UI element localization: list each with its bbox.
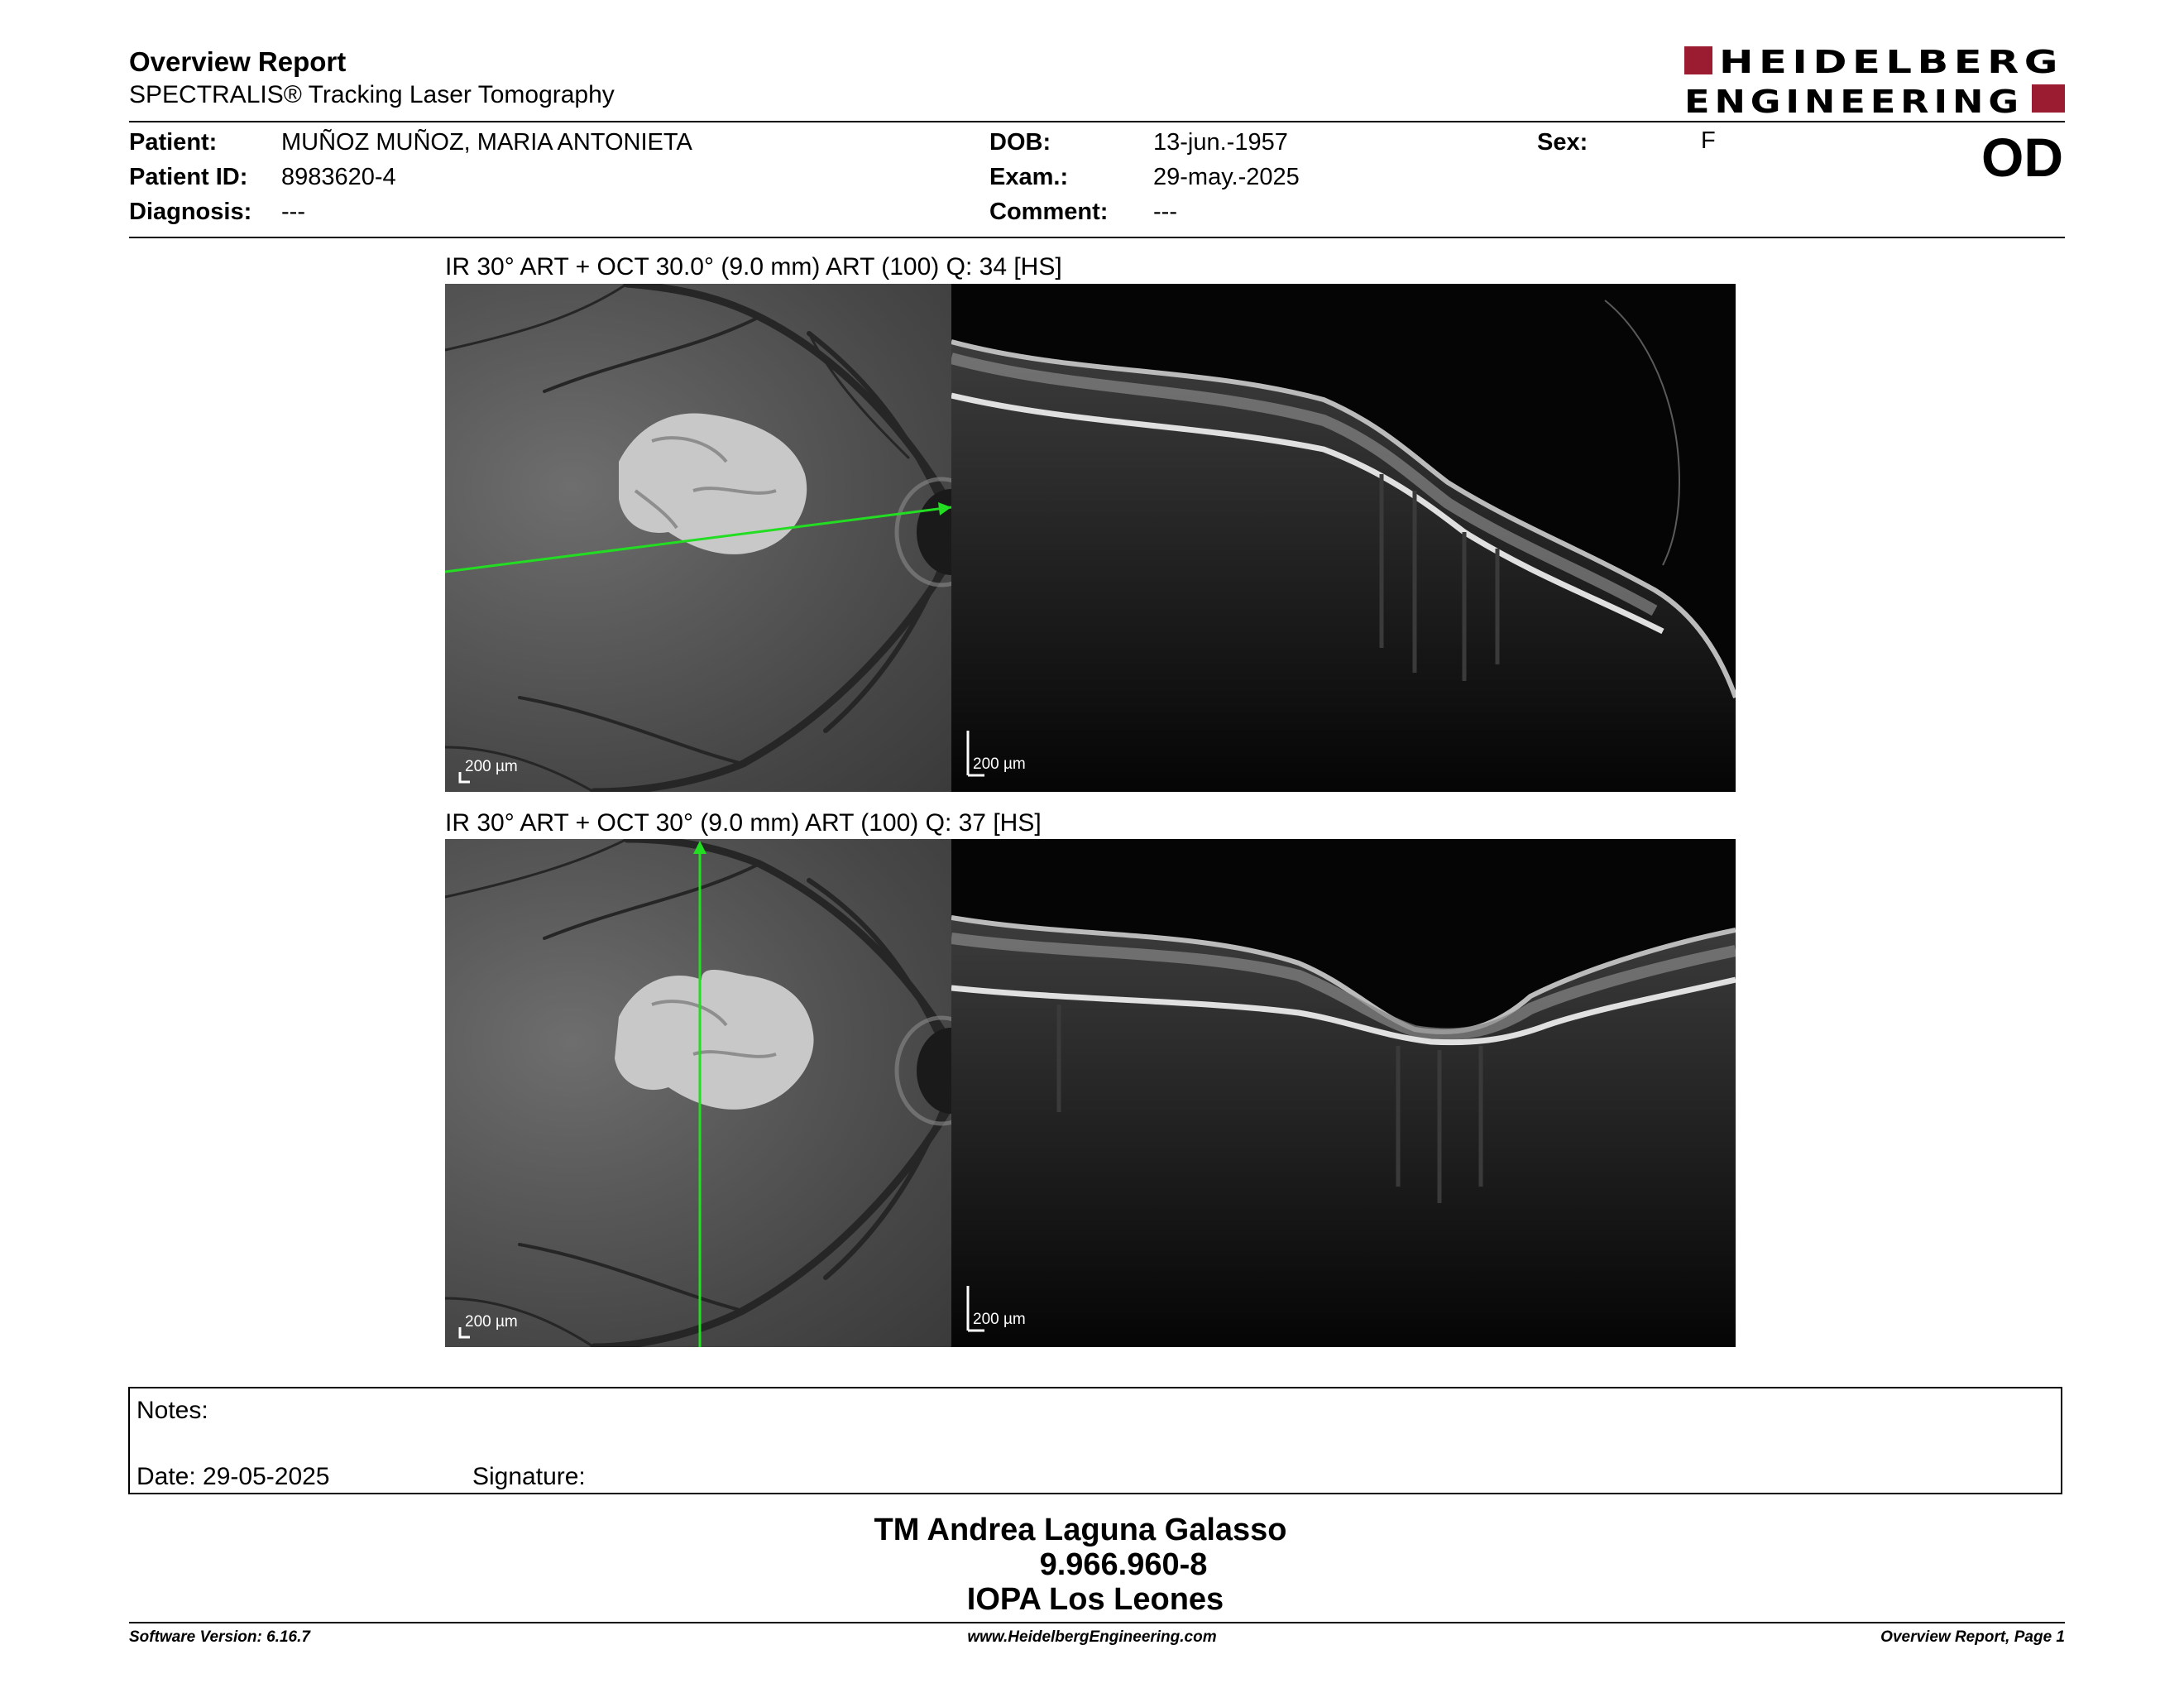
diagnosis-value: --- bbox=[281, 199, 305, 225]
exam-label: Exam.: bbox=[989, 164, 1069, 190]
patient-id: 8983620-4 bbox=[281, 164, 396, 190]
report-subtitle: SPECTRALIS® Tracking Laser Tomography bbox=[129, 81, 615, 108]
operator-id: 9.966.960-8 bbox=[1039, 1547, 1208, 1582]
exam-value: 29-may.-2025 bbox=[1153, 164, 1300, 190]
oct-bscan-image[interactable] bbox=[951, 839, 1736, 1347]
footer-divider bbox=[129, 1622, 2065, 1623]
logo-text-line2: ENGINEERING bbox=[1684, 84, 2024, 116]
fundus-image[interactable] bbox=[445, 284, 951, 792]
patient-name: MUÑOZ MUÑOZ, MARIA ANTONIETA bbox=[281, 129, 692, 156]
website-link[interactable]: www.HeidelbergEngineering.com bbox=[967, 1628, 1217, 1646]
fundus-scale-label: 200 µm bbox=[465, 1313, 518, 1331]
patient-label: Patient: bbox=[129, 129, 218, 156]
heidelberg-logo bbox=[1684, 46, 2065, 116]
dob-label: DOB: bbox=[989, 129, 1051, 156]
notes-label: Notes: bbox=[136, 1397, 208, 1424]
sex-value: F bbox=[1701, 127, 1716, 154]
fundus-scale-label: 200 µm bbox=[465, 758, 518, 775]
fundus-image[interactable] bbox=[445, 839, 951, 1347]
notes-date: Date: 29-05-2025 bbox=[136, 1463, 330, 1490]
diagnosis-label: Diagnosis: bbox=[129, 199, 252, 225]
oct-scale-label: 200 µm bbox=[973, 1311, 1026, 1328]
report-title: Overview Report bbox=[129, 46, 347, 77]
patient-id-label: Patient ID: bbox=[129, 164, 248, 190]
scan-caption: IR 30° ART + OCT 30° (9.0 mm) ART (100) Q: 37 [HS] bbox=[445, 809, 1042, 837]
operator-name: TM Andrea Laguna Galasso bbox=[874, 1513, 1287, 1547]
software-version: Software Version: 6.16.7 bbox=[129, 1628, 310, 1646]
dob-value: 13-jun.-1957 bbox=[1153, 129, 1288, 156]
comment-label: Comment: bbox=[989, 199, 1109, 225]
header-divider bbox=[129, 121, 2065, 122]
eye-laterality: OD bbox=[1981, 127, 2063, 188]
signature-label: Signature: bbox=[472, 1463, 586, 1490]
patient-divider bbox=[129, 237, 2065, 238]
scan-caption: IR 30° ART + OCT 30.0° (9.0 mm) ART (100) Q: 34 [HS] bbox=[445, 253, 1062, 281]
oct-bscan-image[interactable] bbox=[951, 284, 1736, 792]
notes-box bbox=[128, 1387, 2062, 1494]
sex-label: Sex: bbox=[1537, 129, 1588, 156]
logo-text-line1: HEIDELBERG bbox=[1719, 46, 2063, 80]
comment-value: --- bbox=[1153, 199, 1177, 225]
oct-scale-label: 200 µm bbox=[973, 755, 1026, 773]
operator-institution: IOPA Los Leones bbox=[966, 1582, 1224, 1617]
page-indicator: Overview Report, Page 1 bbox=[1880, 1628, 2065, 1646]
